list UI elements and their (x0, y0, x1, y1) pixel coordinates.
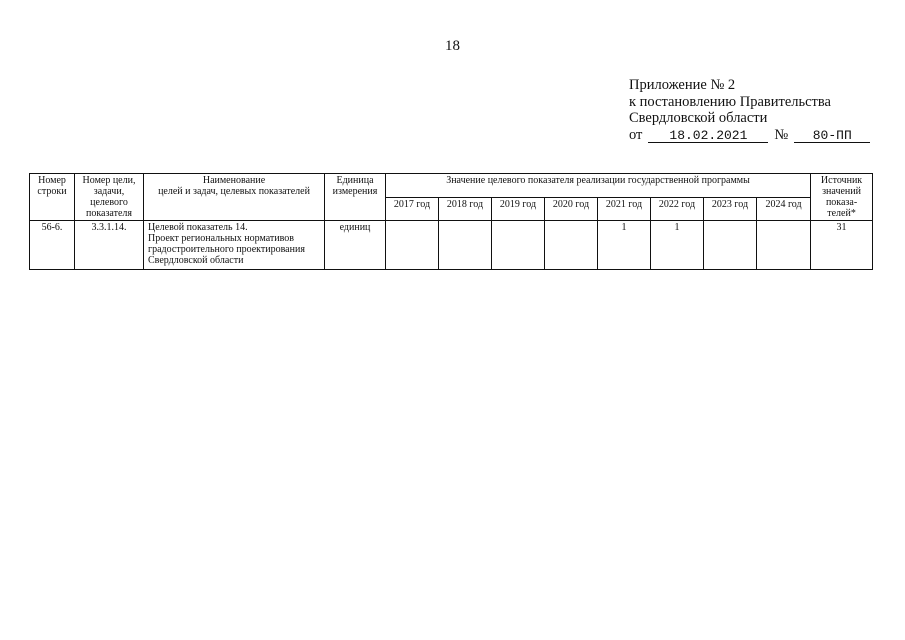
header-year: 2024 год (757, 197, 811, 221)
appendix-title: Приложение № 2 (629, 77, 736, 93)
cell-value-2022: 1 (651, 221, 704, 270)
header-values-group: Значение целевого показателя реализации государственной программы (386, 174, 811, 198)
table-row (30, 221, 873, 270)
cell-value-2021: 1 (598, 221, 651, 270)
from-label: от (629, 126, 643, 143)
cell-source: 31 (811, 221, 873, 270)
header-year: 2020 год (545, 197, 598, 221)
header-year: 2018 год (439, 197, 492, 221)
header-year: 2019 год (492, 197, 545, 221)
cell-value-2020 (545, 221, 598, 270)
header-year: 2023 год (704, 197, 757, 221)
resolution-number: 80-ПП (794, 129, 870, 143)
cell-unit: единиц (325, 221, 386, 270)
page-number: 18 (445, 38, 460, 54)
cell-value-2024 (757, 221, 811, 270)
cell-value-2018 (439, 221, 492, 270)
cell-name: Целевой показатель 14. Проект региональных нормативов градостроительного проектирования Свердловской области (144, 221, 325, 270)
header-year: 2021 год (598, 197, 651, 221)
header-goal-number: Номер цели, задачи, целевого показателя (75, 174, 144, 221)
cell-value-2023 (704, 221, 757, 270)
header-name: Наименование целей и задач, целевых показателей (144, 174, 325, 221)
header-year: 2022 год (651, 197, 704, 221)
cell-value-2017 (386, 221, 439, 270)
appendix-block (629, 77, 870, 143)
cell-row-number: 56-6. (30, 221, 75, 270)
appendix-region-line: Свердловской области (629, 110, 768, 126)
header-source: Источник значений показа-телей* (811, 174, 873, 221)
resolution-date: 18.02.2021 (648, 129, 768, 143)
header-year: 2017 год (386, 197, 439, 221)
header-row-number: Номер строки (30, 174, 75, 221)
cell-value-2019 (492, 221, 545, 270)
table-header-row (30, 174, 873, 198)
header-unit: Единица измерения (325, 174, 386, 221)
indicators-table (29, 173, 873, 270)
number-label: № (774, 126, 789, 143)
appendix-date-line (629, 127, 870, 144)
cell-goal-number: 3.3.1.14. (75, 221, 144, 270)
appendix-resolution-line: к постановлению Правительства (629, 93, 831, 110)
